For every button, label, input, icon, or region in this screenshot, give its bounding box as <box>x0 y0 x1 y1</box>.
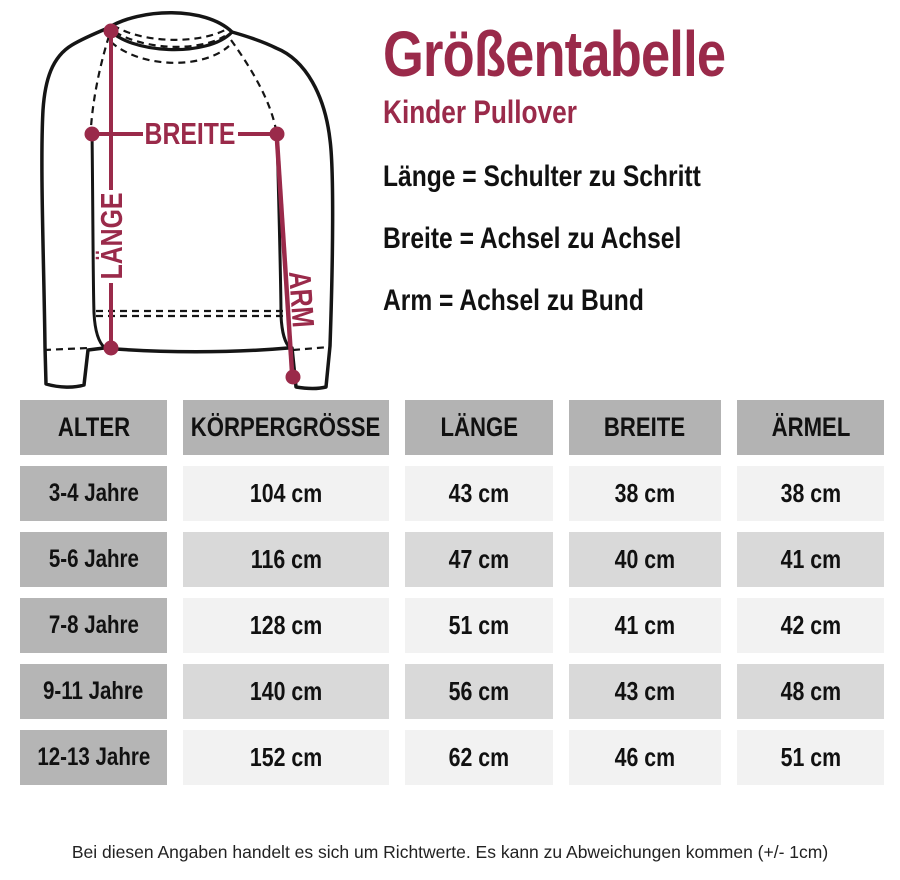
table-row-cell: 43 cm <box>569 664 721 719</box>
measurement-definitions <box>383 160 771 346</box>
page-title-text: Größentabelle <box>383 18 726 90</box>
laenge-label: LÄNGE <box>94 192 129 280</box>
column-header-alter: ALTER <box>20 400 167 455</box>
table-row-cell: 116 cm <box>183 532 389 587</box>
table-row-cell: 40 cm <box>569 532 721 587</box>
table-row-cell: 140 cm <box>183 664 389 719</box>
column-header-aermel: ÄRMEL <box>737 400 884 455</box>
table-row-cell: 38 cm <box>737 466 884 521</box>
table-row-cell: 41 cm <box>569 598 721 653</box>
column-header-breite: BREITE <box>569 400 721 455</box>
size-table <box>20 400 884 785</box>
table-row-cell: 51 cm <box>737 730 884 785</box>
page-subtitle <box>383 94 800 131</box>
table-row-cell: 104 cm <box>183 466 389 521</box>
table-row-age: 3-4 Jahre <box>20 466 167 521</box>
table-row-cell: 48 cm <box>737 664 884 719</box>
table-row-cell: 51 cm <box>405 598 553 653</box>
table-row-cell: 38 cm <box>569 466 721 521</box>
definition-arm: Arm = Achsel zu Bund <box>383 284 644 317</box>
table-row-cell: 47 cm <box>405 532 553 587</box>
table-row-age: 5-6 Jahre <box>20 532 167 587</box>
table-row-age: 12-13 Jahre <box>20 730 167 785</box>
table-row-cell: 42 cm <box>737 598 884 653</box>
title-block <box>383 18 800 131</box>
table-row-cell: 41 cm <box>737 532 884 587</box>
table-row-cell: 152 cm <box>183 730 389 785</box>
table-row-cell: 62 cm <box>405 730 553 785</box>
table-row-cell: 43 cm <box>405 466 553 521</box>
table-row-age: 7-8 Jahre <box>20 598 167 653</box>
table-row-cell: 56 cm <box>405 664 553 719</box>
column-header-laenge: LÄNGE <box>405 400 553 455</box>
column-header-koerpergroesse: KÖRPERGRÖSSE <box>183 400 389 455</box>
page-subtitle-text: Kinder Pullover <box>383 94 577 130</box>
definition-breite: Breite = Achsel zu Achsel <box>383 222 682 255</box>
footer-note: Bei diesen Angaben handelt es sich um Richtwerte. Es kann zu Abweichungen kommen (+/- 1cm) <box>71 842 829 862</box>
page-title <box>383 18 800 90</box>
table-row-cell: 46 cm <box>569 730 721 785</box>
table-row-age: 9-11 Jahre <box>20 664 167 719</box>
sweater-illustration <box>0 0 360 395</box>
breite-label: BREITE <box>144 116 236 151</box>
arm-label: ARM <box>282 269 321 329</box>
definition-laenge: Länge = Schulter zu Schritt <box>383 160 701 193</box>
table-row-cell: 128 cm <box>183 598 389 653</box>
